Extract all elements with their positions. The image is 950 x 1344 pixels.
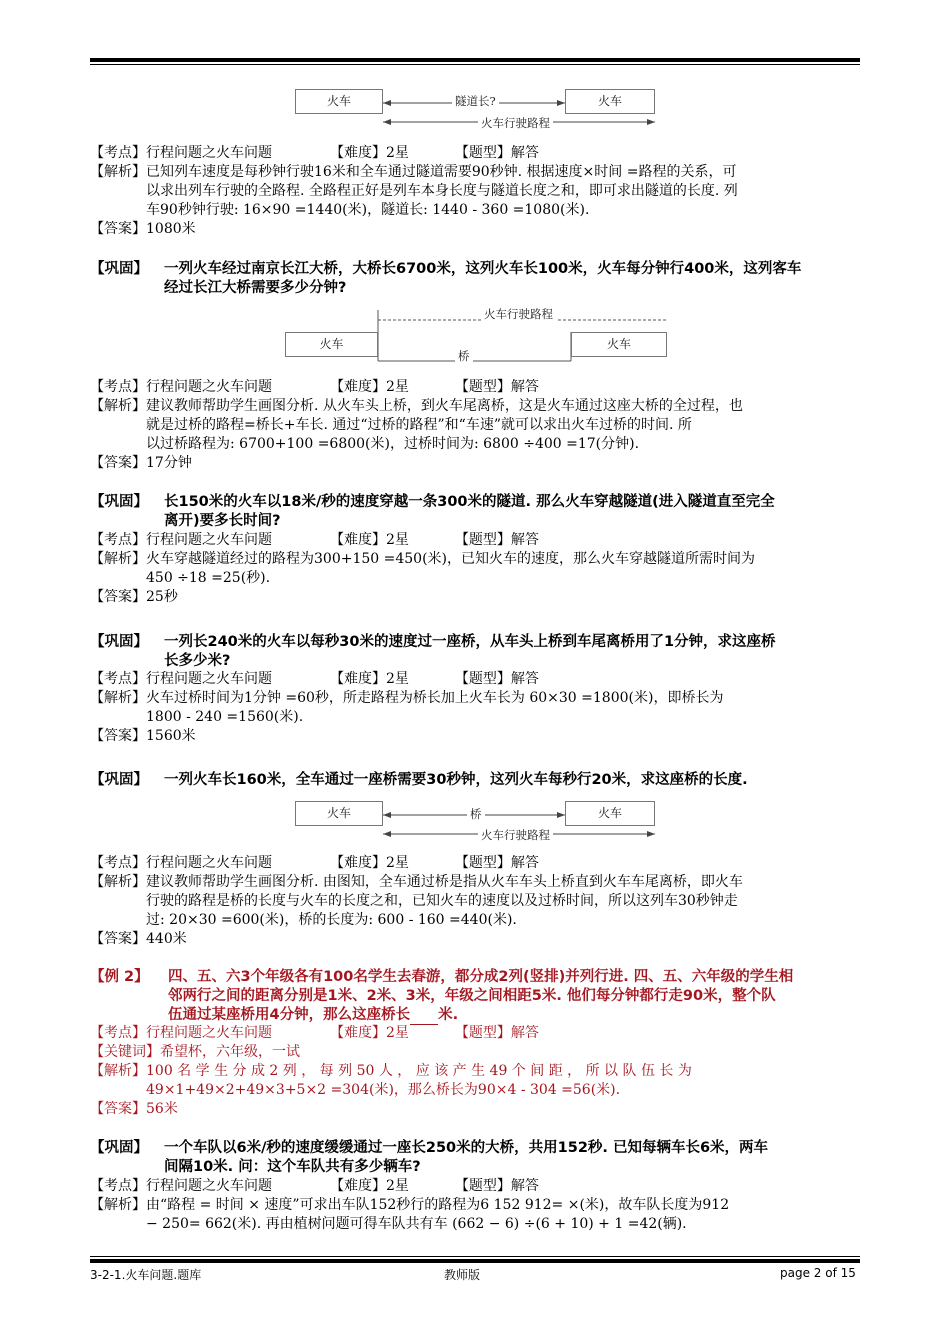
question-line: 一列长240米的火车以每秒30米的速度过一座桥，从车头上桥到车尾离桥用了1分钟，求这座桥 — [164, 634, 776, 650]
question-tag: 【巩固】 — [90, 494, 148, 510]
analysis-line: 建议教师帮助学生画图分析. 从火车头上桥，到火车尾离桥，这是火车通过这座大桥的全过程，也 — [146, 398, 743, 414]
analysis-line: 火车过桥时间为1分钟 =60秒，所走路程为桥长加上火车长为 60×30 =1800(米)，即桥长为 — [146, 690, 724, 706]
kd-value: 行程问题之火车问题 — [146, 379, 272, 395]
kd-tag: 【考点】 — [90, 532, 146, 548]
question-7 — [90, 1139, 860, 1177]
example-line — [168, 1006, 860, 1025]
bridge-diagram-2 — [295, 801, 657, 843]
question-line: 长150米的火车以18米/秒的速度穿越一条300米的隧道. 那么火车穿越隧道(进入隧道直至完全 — [164, 494, 775, 510]
solution-4 — [90, 670, 860, 746]
answer-row — [90, 1100, 860, 1119]
jx-tag: 【解析】 — [90, 164, 146, 180]
travel-distance-label: 火车行驶路程 — [478, 115, 553, 131]
nd-value: 2星 — [386, 532, 409, 548]
question-2 — [90, 260, 860, 298]
analysis-row — [90, 397, 860, 454]
nd-tag: 【难度】 — [330, 855, 386, 871]
nd-value: 2星 — [386, 379, 409, 395]
question-5 — [90, 771, 860, 790]
answer-value: 1080米 — [146, 221, 196, 237]
tx-value: 解答 — [510, 1025, 539, 1041]
analysis-line: 就是过桥的路程=桥长+车长. 通过“过桥的路程”和“车速”就可以求出火车过桥的时间. 所 — [146, 417, 692, 433]
tx-value: 解答 — [510, 855, 539, 871]
nd-value: 2星 — [386, 671, 409, 687]
nd-tag: 【难度】 — [330, 1178, 386, 1194]
kd-value: 行程问题之火车问题 — [146, 855, 272, 871]
bridge-label: 桥 — [455, 348, 473, 364]
answer-value: 25秒 — [146, 589, 178, 605]
jx-tag: 【解析】 — [90, 1063, 146, 1079]
nd-tag: 【难度】 — [330, 379, 386, 395]
analysis-row — [90, 689, 860, 727]
meta-row — [90, 854, 860, 873]
analysis-row — [90, 550, 860, 588]
kd-tag: 【考点】 — [90, 1178, 146, 1194]
analysis-line: 以过桥路程为: 6700+100 =6800(米)，过桥时间为: 6800 ÷400 =17(分钟). — [146, 436, 640, 452]
nd-value: 2星 — [386, 145, 409, 161]
analysis-line: 行驶的路程是桥的长度与火车的长度之和，已知火车的速度以及过桥时间，所以这列车30秒钟走 — [146, 893, 738, 909]
tunnel-diagram — [295, 89, 657, 131]
tx-tag: 【题型】 — [454, 532, 511, 548]
answer-row — [90, 220, 860, 239]
analysis-line: 49×1+49×2+49×3+5×2 =304(米)，那么桥长为90×4 - 304 =56(米). — [146, 1082, 621, 1098]
kd-value: 行程问题之火车问题 — [146, 532, 272, 548]
page-number: page 2 of 15 — [780, 1266, 856, 1280]
da-tag: 【答案】 — [90, 728, 146, 744]
analysis-line: 1800 - 240 =1560(米). — [146, 709, 304, 725]
jx-tag: 【解析】 — [90, 398, 146, 414]
question-tag: 【巩固】 — [90, 772, 148, 788]
answer-blank — [410, 1010, 438, 1025]
da-tag: 【答案】 — [90, 221, 146, 237]
question-line: 经过长江大桥需要多少分钟? — [164, 280, 347, 296]
nd-tag: 【难度】 — [330, 145, 386, 161]
meta-row — [90, 531, 860, 550]
kd-tag: 【考点】 — [90, 855, 146, 871]
answer-value: 440米 — [146, 931, 187, 947]
train-box-left: 火车 — [295, 801, 383, 826]
tx-tag: 【题型】 — [454, 145, 511, 161]
example-line-tail: 米. — [438, 1007, 459, 1023]
answer-row — [90, 727, 860, 746]
travel-distance-label: 火车行驶路程 — [481, 306, 556, 322]
train-box-right: 火车 — [565, 89, 655, 114]
tx-value: 解答 — [510, 532, 539, 548]
tx-tag: 【题型】 — [454, 671, 511, 687]
train-box-left: 火车 — [285, 332, 378, 357]
train-box-left: 火车 — [295, 89, 383, 114]
question-3 — [90, 493, 860, 531]
jx-tag: 【解析】 — [90, 1197, 146, 1213]
analysis-row — [90, 1196, 860, 1234]
kd-tag: 【考点】 — [90, 1025, 146, 1041]
nd-tag: 【难度】 — [330, 1025, 386, 1041]
footer-left: 3-2-1.火车问题.题库 — [90, 1268, 202, 1282]
tx-tag: 【题型】 — [454, 1025, 511, 1041]
footer-rule-thick — [90, 1259, 860, 1263]
kd-value: 行程问题之火车问题 — [146, 1025, 272, 1041]
nd-tag: 【难度】 — [330, 671, 386, 687]
nd-value: 2星 — [386, 855, 409, 871]
travel-distance-label: 火车行驶路程 — [478, 827, 553, 843]
meta-row — [90, 144, 860, 163]
meta-row — [90, 670, 860, 689]
tx-tag: 【题型】 — [454, 1178, 511, 1194]
nd-value: 2星 — [386, 1178, 409, 1194]
bridge-label: 桥 — [467, 806, 485, 822]
meta-row — [90, 1177, 860, 1196]
analysis-line: 过: 20×30 =600(米)，桥的长度为: 600 - 160 =440(米). — [146, 912, 517, 928]
tunnel-length-label: 隧道长? — [452, 93, 499, 109]
meta-row — [90, 1024, 860, 1043]
analysis-line: 车90秒钟行驶: 16×90 =1440(米)，隧道长: 1440 - 360 =1080(米). — [146, 202, 590, 218]
tx-value: 解答 — [510, 145, 539, 161]
question-line: 长多少米? — [164, 653, 231, 669]
tx-value: 解答 — [510, 1178, 539, 1194]
keyword-value: 希望杯，六年级，一试 — [160, 1044, 300, 1060]
example-line: 邻两行之间的距离分别是1米、2米、3米，年级之间相距5米. 他们每分钟都行走90米，整个队 — [168, 988, 776, 1004]
question-tag: 【巩固】 — [90, 1140, 148, 1156]
answer-row — [90, 588, 860, 607]
question-line: 间隔10米. 问：这个车队共有多少辆车? — [164, 1159, 421, 1175]
jx-tag: 【解析】 — [90, 690, 146, 706]
solution-3 — [90, 531, 860, 607]
meta-row — [90, 378, 860, 397]
analysis-line: − 250= 662(米). 再由植树问题可得车队共有车 (662 − 6) ÷(6 + 10) + 1 =42(辆). — [146, 1216, 687, 1232]
kd-tag: 【考点】 — [90, 145, 146, 161]
bridge-diagram — [285, 306, 667, 366]
tx-tag: 【题型】 — [454, 855, 511, 871]
da-tag: 【答案】 — [90, 589, 146, 605]
analysis-line: 以求出列车行驶的全路程. 全路程正好是列车本身长度与隧道长度之和，即可求出隧道的长度. 列 — [146, 183, 738, 199]
solution-5 — [90, 854, 860, 949]
question-line: 离开)要多长时间? — [164, 513, 281, 529]
tx-value: 解答 — [510, 379, 539, 395]
da-tag: 【答案】 — [90, 931, 146, 947]
kd-value: 行程问题之火车问题 — [146, 671, 272, 687]
analysis-line: 由“路程 = 时间 × 速度”可求出车队152秒行的路程为6 152 912= ×(米)，故车队长度为912 — [146, 1197, 730, 1213]
question-line: 一列火车经过南京长江大桥，大桥长6700米，这列火车长100米，火车每分钟行400米，这列客车 — [164, 261, 802, 277]
analysis-row — [90, 873, 860, 930]
nd-value: 2星 — [386, 1025, 409, 1041]
kd-tag: 【考点】 — [90, 379, 146, 395]
example-2 — [90, 968, 860, 1025]
header-rule-thick — [90, 58, 860, 62]
solution-2 — [90, 378, 860, 473]
example-tag: 【例 2】 — [90, 969, 149, 985]
answer-value: 17分钟 — [146, 455, 192, 471]
gjc-tag: 【关键词】 — [90, 1044, 160, 1060]
jx-tag: 【解析】 — [90, 874, 146, 890]
answer-row — [90, 454, 860, 473]
analysis-line: 火车穿越隧道经过的路程为300+150 =450(米)，已知火车的速度，那么火车穿越隧道所需时间为 — [146, 551, 755, 567]
da-tag: 【答案】 — [90, 1101, 146, 1117]
train-box-right: 火车 — [565, 801, 655, 826]
kd-tag: 【考点】 — [90, 671, 146, 687]
da-tag: 【答案】 — [90, 455, 146, 471]
question-line: 一列火车长160米，全车通过一座桥需要30秒钟，这列火车每秒行20米，求这座桥的长度. — [164, 772, 748, 788]
analysis-row — [90, 1062, 860, 1100]
example-line: 四、五、六3个年级各有100名学生去春游，都分成2列(竖排)并列行进. 四、五、六年级的学生相 — [168, 969, 794, 985]
answer-row — [90, 930, 860, 949]
analysis-line: 450 ÷18 =25(秒). — [146, 570, 271, 586]
analysis-line: 已知列车速度是每秒钟行驶16米和全车通过隧道需要90秒钟. 根据速度×时间 =路程的关系，可 — [146, 164, 737, 180]
solution-7 — [90, 1177, 860, 1234]
question-tag: 【巩固】 — [90, 261, 148, 277]
kd-value: 行程问题之火车问题 — [146, 1178, 272, 1194]
analysis-line: 建议教师帮助学生画图分析. 由图知，全车通过桥是指从火车车头上桥直到火车车尾离桥，即火车 — [146, 874, 743, 890]
footer-rule-thin — [90, 1256, 860, 1257]
jx-tag: 【解析】 — [90, 551, 146, 567]
nd-tag: 【难度】 — [330, 532, 386, 548]
kd-value: 行程问题之火车问题 — [146, 145, 272, 161]
analysis-line: 100 名 学 生 分 成 2 列 ， 每 列 50 人 ， 应 该 产 生 49 个 间 距 ， 所 以 队 伍 长 为 — [146, 1063, 692, 1079]
solution-6 — [90, 1024, 860, 1119]
analysis-row — [90, 163, 860, 220]
solution-1 — [90, 144, 860, 239]
train-box-right: 火车 — [571, 332, 667, 357]
answer-value: 56米 — [146, 1101, 178, 1117]
tx-tag: 【题型】 — [454, 379, 511, 395]
answer-value: 1560米 — [146, 728, 196, 744]
question-4 — [90, 633, 860, 671]
keyword-row — [90, 1043, 860, 1062]
question-tag: 【巩固】 — [90, 634, 148, 650]
question-line: 一个车队以6米/秒的速度缓缓通过一座长250米的大桥，共用152秒. 已知每辆车长6米，两车 — [164, 1140, 769, 1156]
footer-center: 教师版 — [444, 1268, 481, 1282]
tx-value: 解答 — [510, 671, 539, 687]
header-rule-thin — [90, 64, 860, 65]
example-line-text: 伍通过某座桥用4分钟，那么这座桥长 — [168, 1007, 411, 1023]
